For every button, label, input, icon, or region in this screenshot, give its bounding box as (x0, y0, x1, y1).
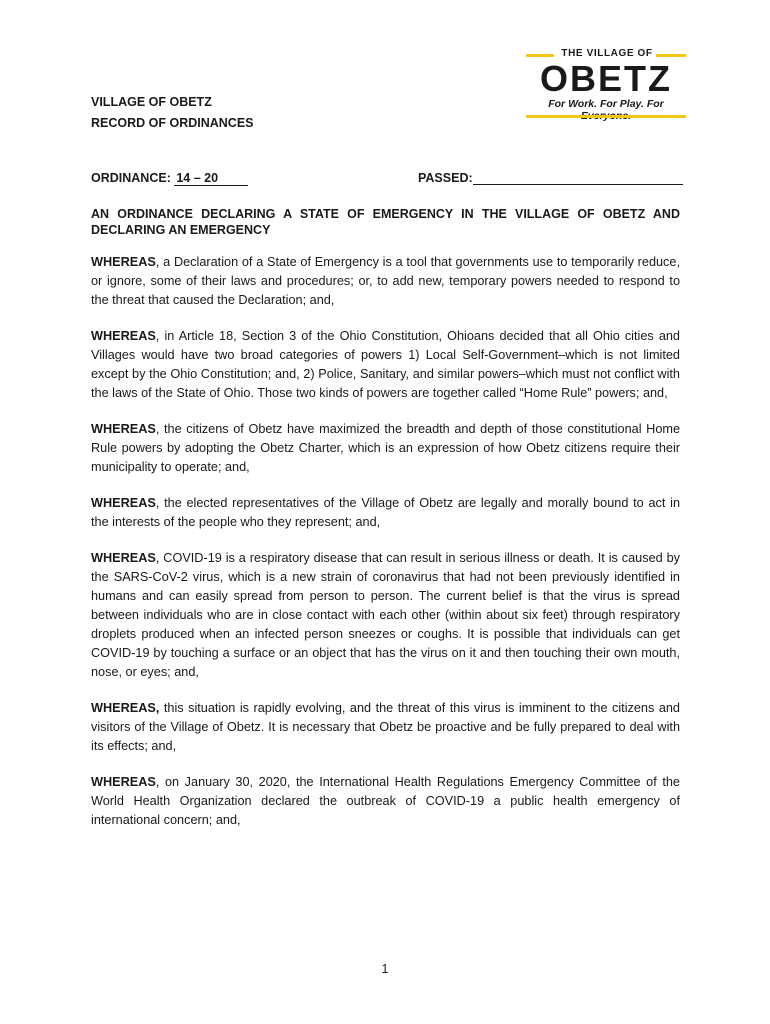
whereas-paragraph (91, 494, 680, 532)
whereas-lead: WHEREAS (91, 255, 156, 269)
logo-rule-left (526, 54, 554, 57)
whereas-text: , the elected representatives of the Village of Obetz are legally and morally bound to act in the interests of the people who they represent; and, (91, 496, 680, 529)
whereas-paragraph (91, 420, 680, 477)
whereas-lead: WHEREAS (91, 329, 156, 343)
header-record: RECORD OF ORDINANCES (91, 116, 254, 130)
logo-top-text: THE VILLAGE OF (561, 48, 653, 59)
ordinance-body (91, 253, 680, 847)
logo-rule-right (656, 54, 686, 57)
passed-field (418, 171, 683, 185)
header-village: VILLAGE OF OBETZ (91, 95, 212, 109)
passed-blank-line (473, 171, 683, 185)
whereas-text: this situation is rapidly evolving, and the threat of this virus is imminent to the citizens and visitors of the Village of Obetz. It is necessary that Obetz be proactive and be fully prepared to deal with its effects; and, (91, 701, 680, 753)
whereas-paragraph (91, 773, 680, 830)
whereas-lead: WHEREAS, (91, 701, 160, 715)
whereas-lead: WHEREAS (91, 551, 156, 565)
whereas-paragraph (91, 253, 680, 310)
village-logo (526, 48, 686, 120)
whereas-lead: WHEREAS (91, 496, 156, 510)
whereas-paragraph (91, 549, 680, 682)
logo-name: OBETZ (540, 58, 672, 99)
ordinance-label: ORDINANCE: (91, 171, 171, 185)
whereas-paragraph (91, 327, 680, 403)
whereas-text: , the citizens of Obetz have maximized the breadth and depth of those constitutional Home Rule powers by adopting the Obetz Charter, which is an expression of how Obetz citizens require their municipality to operate; and, (91, 422, 680, 474)
whereas-text: , COVID-19 is a respiratory disease that can result in serious illness or death. It is caused by the SARS-CoV-2 virus, which is a new strain of coronavirus that had not been previously identified in humans and can easily spread from person to person. The current belief is that the virus is spread between individuals who are in close contact with each other (within about six feet) through respiratory droplets produced when an infected person sneezes or coughs. It is possible that individuals can get COVID-19 by touching a surface or an object that has the virus on it and then touching their own mouth, nose, or eyes; and, (91, 551, 680, 679)
whereas-paragraph (91, 699, 680, 756)
ordinance-field (91, 171, 248, 186)
logo-tagline: For Work. For Play. For (548, 98, 664, 110)
whereas-text: , a Declaration of a State of Emergency is a tool that governments use to temporarily reduce, or ignore, some of their laws and procedures; or, to add new, temporary powers needed to respond to the threat that caused the Declaration; and, (91, 255, 680, 307)
passed-label: PASSED: (418, 171, 473, 185)
whereas-text: , on January 30, 2020, the International Health Regulations Emergency Committee of the World Health Organization declared the outbreak of COVID-19 a public health emergency of international concern; and, (91, 775, 680, 827)
whereas-text: , in Article 18, Section 3 of the Ohio Constitution, Ohioans decided that all Ohio cities and Villages would have two broad categories of powers 1) Local Self-Government–which is not limited except by the Ohio Constitution; and, 2) Police, Sanitary, and similar powers–which must not conflict with the laws of the State of Ohio. Those two kinds of powers are together called “Home Rule” powers; and, (91, 329, 680, 400)
page-number: 1 (381, 962, 389, 976)
ordinance-number: 14 – 20 (174, 172, 248, 186)
whereas-lead: WHEREAS (91, 422, 156, 436)
ordinance-title: AN ORDINANCE DECLARING A STATE OF EMERGENCY IN THE VILLAGE OF OBETZ AND DECLARING AN EMERGENCY (91, 207, 680, 237)
whereas-lead: WHEREAS (91, 775, 156, 789)
logo-rule-bottom (526, 115, 686, 118)
